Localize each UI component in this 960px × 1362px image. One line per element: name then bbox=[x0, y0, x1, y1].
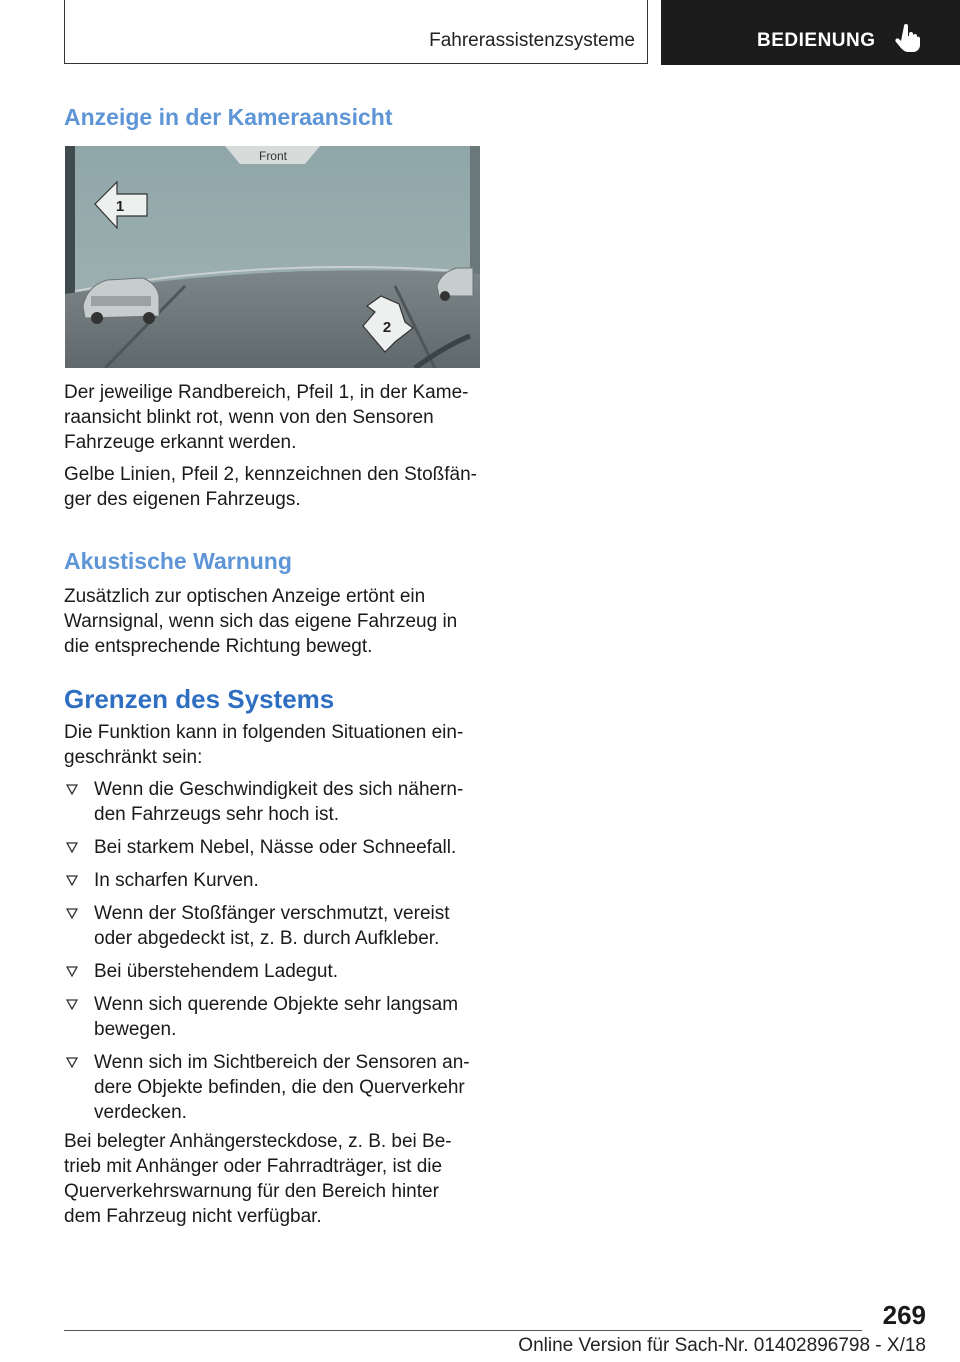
triangle-bullet-icon bbox=[66, 999, 78, 1010]
heading-acoustic-warning: Akustische Warnung bbox=[64, 548, 292, 574]
triangle-bullet-icon bbox=[66, 1057, 78, 1068]
figure-callout-2: 2 bbox=[382, 319, 392, 336]
footer-online-version: Online Version für Sach-Nr. 01402896798 - X/18 bbox=[518, 1335, 926, 1356]
list-item: Wenn sich querende Objekte sehr langsam bewegen. bbox=[64, 992, 494, 1042]
list-item: Wenn sich im Sichtbereich der Sensoren an- dere Objekte befinden, die den Querverkehr verdecken. bbox=[64, 1050, 494, 1125]
paragraph-yellow-lines: Gelbe Linien, Pfeil 2, kennzeichnen den Stoßfän- ger des eigenen Fahrzeugs. bbox=[64, 464, 477, 510]
triangle-bullet-icon bbox=[66, 784, 78, 795]
header-chapter-title: BEDIENUNG bbox=[757, 30, 876, 51]
camera-view-figure bbox=[65, 146, 480, 368]
paragraph-limits-intro: Die Funktion kann in folgenden Situationen ein- geschränkt sein: bbox=[64, 722, 464, 768]
list-item: Wenn der Stoßfänger verschmutzt, vereist oder abgedeckt ist, z. B. durch Aufkleber. bbox=[64, 901, 494, 951]
figure-callout-1: 1 bbox=[115, 198, 125, 215]
paragraph-edge-area: Der jeweilige Randbereich, Pfeil 1, in der Kame- raansicht blinkt rot, wenn von den Sensoren Fahrzeuge erkannt werden. bbox=[64, 382, 469, 453]
triangle-bullet-icon bbox=[66, 966, 78, 977]
heading-camera-view: Anzeige in der Kameraansicht bbox=[64, 104, 393, 130]
triangle-bullet-icon bbox=[66, 875, 78, 886]
limits-list bbox=[64, 777, 494, 1133]
list-item: Wenn die Geschwindigkeit des sich nähern- den Fahrzeugs sehr hoch ist. bbox=[64, 777, 494, 827]
header-section-title: Fahrerassistenzsysteme bbox=[429, 30, 635, 51]
footer-divider bbox=[64, 1330, 862, 1331]
list-item: Bei starkem Nebel, Nässe oder Schneefall. bbox=[64, 835, 494, 860]
heading-system-limits: Grenzen des Systems bbox=[64, 684, 335, 714]
page-number: 269 bbox=[882, 1300, 926, 1330]
pointing-hand-icon bbox=[895, 24, 921, 54]
list-item: In scharfen Kurven. bbox=[64, 868, 494, 893]
header-chapter-tab bbox=[661, 0, 960, 65]
header-section-tab bbox=[64, 0, 648, 64]
paragraph-trailer-socket: Bei belegter Anhängersteckdose, z. B. bei Be- trieb mit Anhänger oder Fahrradträger, ist die Querverkehrswarnung für den Bereich hinter dem Fahrzeug nicht verfügbar. bbox=[64, 1131, 452, 1227]
triangle-bullet-icon bbox=[66, 842, 78, 853]
triangle-bullet-icon bbox=[66, 908, 78, 919]
paragraph-acoustic-warning: Zusätzlich zur optischen Anzeige ertönt ein Warnsignal, wenn sich das eigene Fahrzeug in die entsprechende Richtung bewegt. bbox=[64, 586, 458, 657]
figure-label-front: Front bbox=[258, 149, 288, 163]
list-item: Bei überstehendem Ladegut. bbox=[64, 959, 494, 984]
